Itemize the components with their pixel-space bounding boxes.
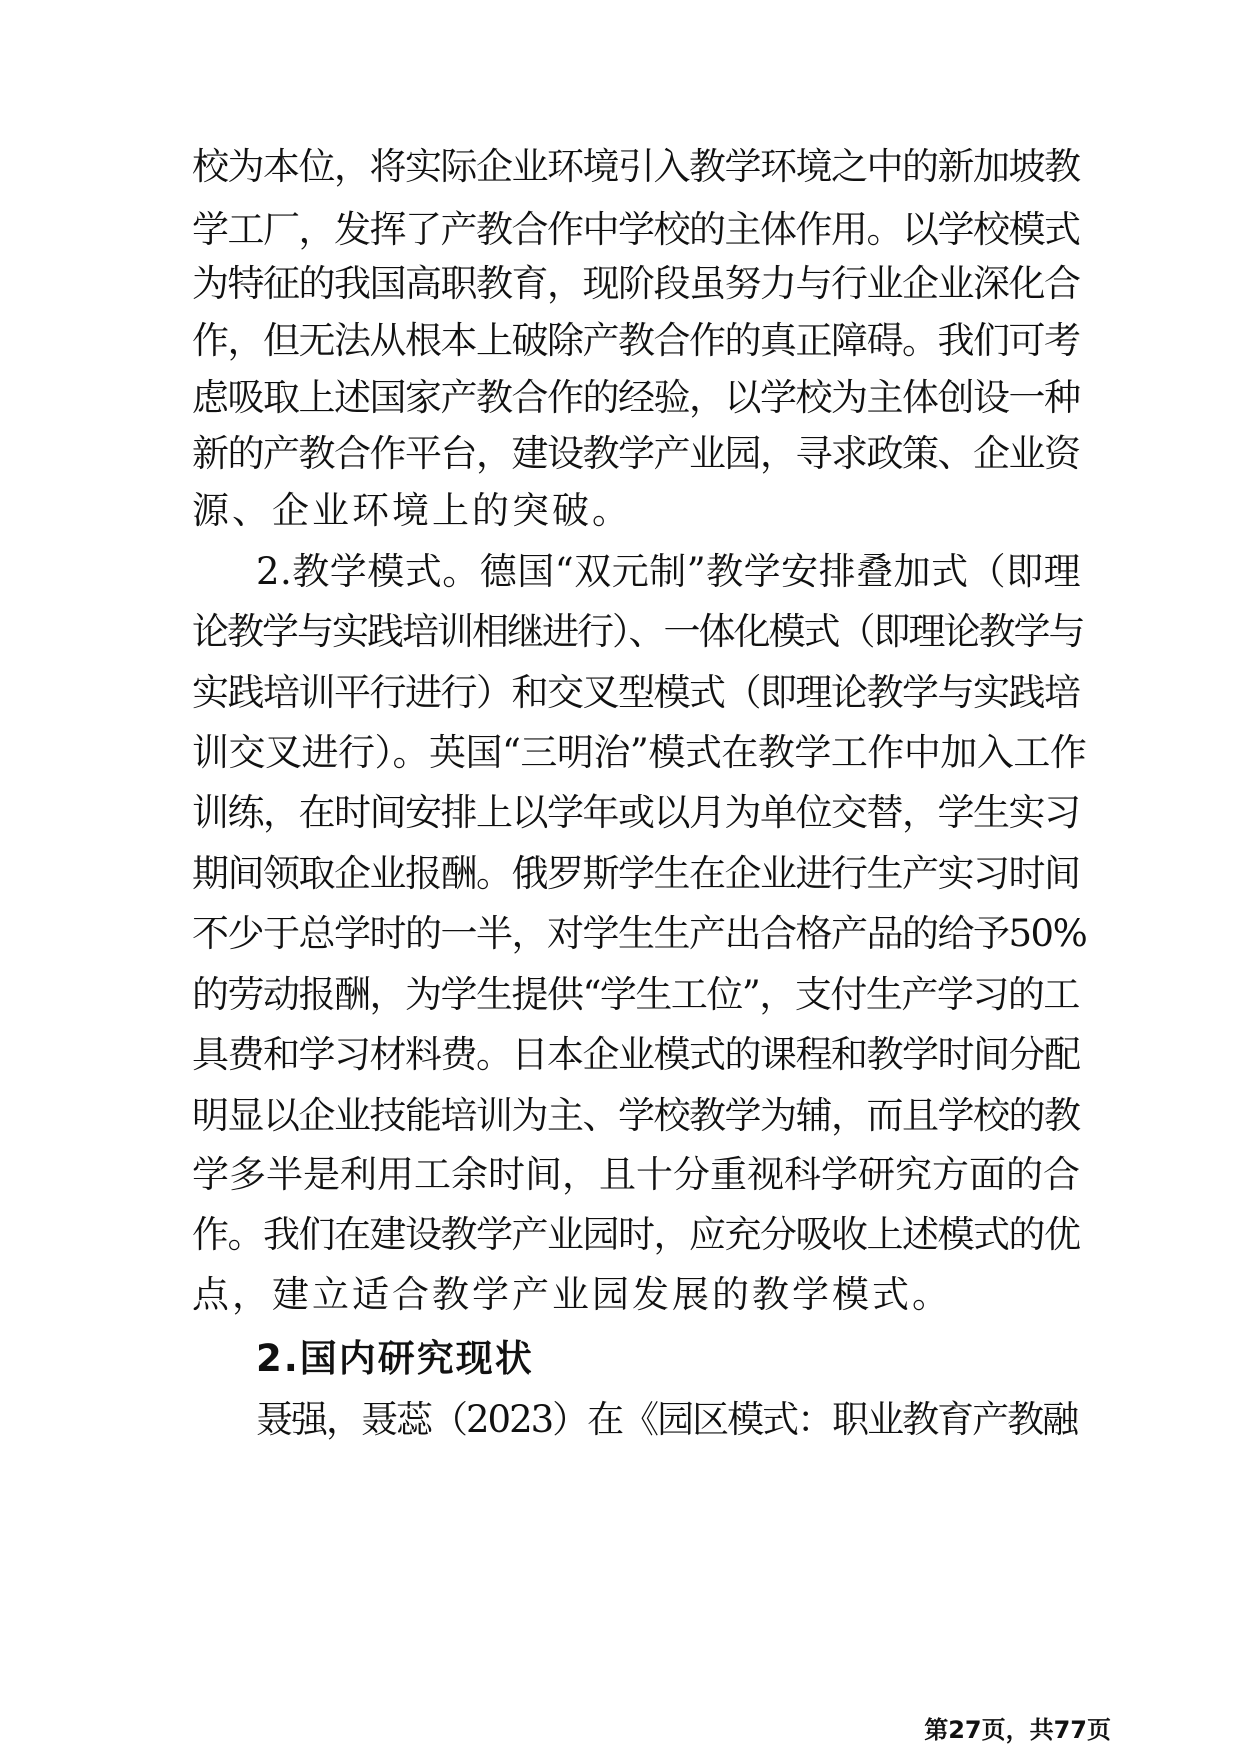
body-line-13: 期间领取企业报酬。俄罗斯学生在企业进行生产实习时间 [192, 852, 1080, 895]
body-line-9: 论教学与实践培训相继进行）、一体化模式（即理论教学与 [192, 610, 1084, 653]
body-line-11: 训交叉进行）。英国“三明治”模式在教学工作中加入工作 [192, 731, 1087, 774]
body-line-10: 实践培训平行进行）和交叉型模式（即理论教学与实践培 [192, 671, 1080, 714]
body-line-16: 具费和学习材料费。日本企业模式的课程和教学时间分配 [192, 1033, 1080, 1076]
body-line-last: 聂强，聂蕊（2023）在《园区模式：职业教育产教融 [256, 1398, 1078, 1441]
body-line-20: 点，建立适合教学产业园发展的教学模式。 [192, 1273, 952, 1316]
body-line-4: 作，但无法从根本上破除产教合作的真正障碍。我们可考 [192, 319, 1080, 362]
section-heading: 2.国内研究现状 [256, 1337, 534, 1380]
page-number: 第27页，共77页 [924, 1716, 1111, 1744]
body-line-7: 源、企业环境上的突破。 [192, 489, 632, 532]
body-line-12: 训练，在时间安排上以学年或以月为单位交替，学生实习 [192, 791, 1080, 834]
body-line-14: 不少于总学时的一半，对学生生产出合格产品的给予50% [192, 912, 1087, 955]
body-line-5: 虑吸取上述国家产教合作的经验，以学校为主体创设一种 [192, 376, 1080, 419]
body-line-6: 新的产教合作平台，建设教学产业园，寻求政策、企业资 [192, 432, 1080, 475]
body-line-2: 学工厂，发挥了产教合作中学校的主体作用。以学校模式 [192, 208, 1080, 251]
body-line-3: 为特征的我国高职教育，现阶段虽努力与行业企业深化合 [192, 262, 1080, 305]
body-line-18: 学多半是利用工余时间，且十分重视科学研究方面的合 [192, 1153, 1080, 1196]
body-line-15: 的劳动报酬，为学生提供“学生工位”，支付生产学习的工 [192, 973, 1079, 1016]
body-line-19: 作。我们在建设教学产业园时，应充分吸收上述模式的优 [192, 1213, 1080, 1256]
body-line-8: 2.教学模式。德国“双元制”教学安排叠加式（即理 [256, 550, 1082, 593]
body-line-17: 明显以企业技能培训为主、学校教学为辅，而且学校的教 [192, 1094, 1080, 1137]
body-line-1: 校为本位，将实际企业环境引入教学环境之中的新加坡教 [192, 145, 1080, 188]
